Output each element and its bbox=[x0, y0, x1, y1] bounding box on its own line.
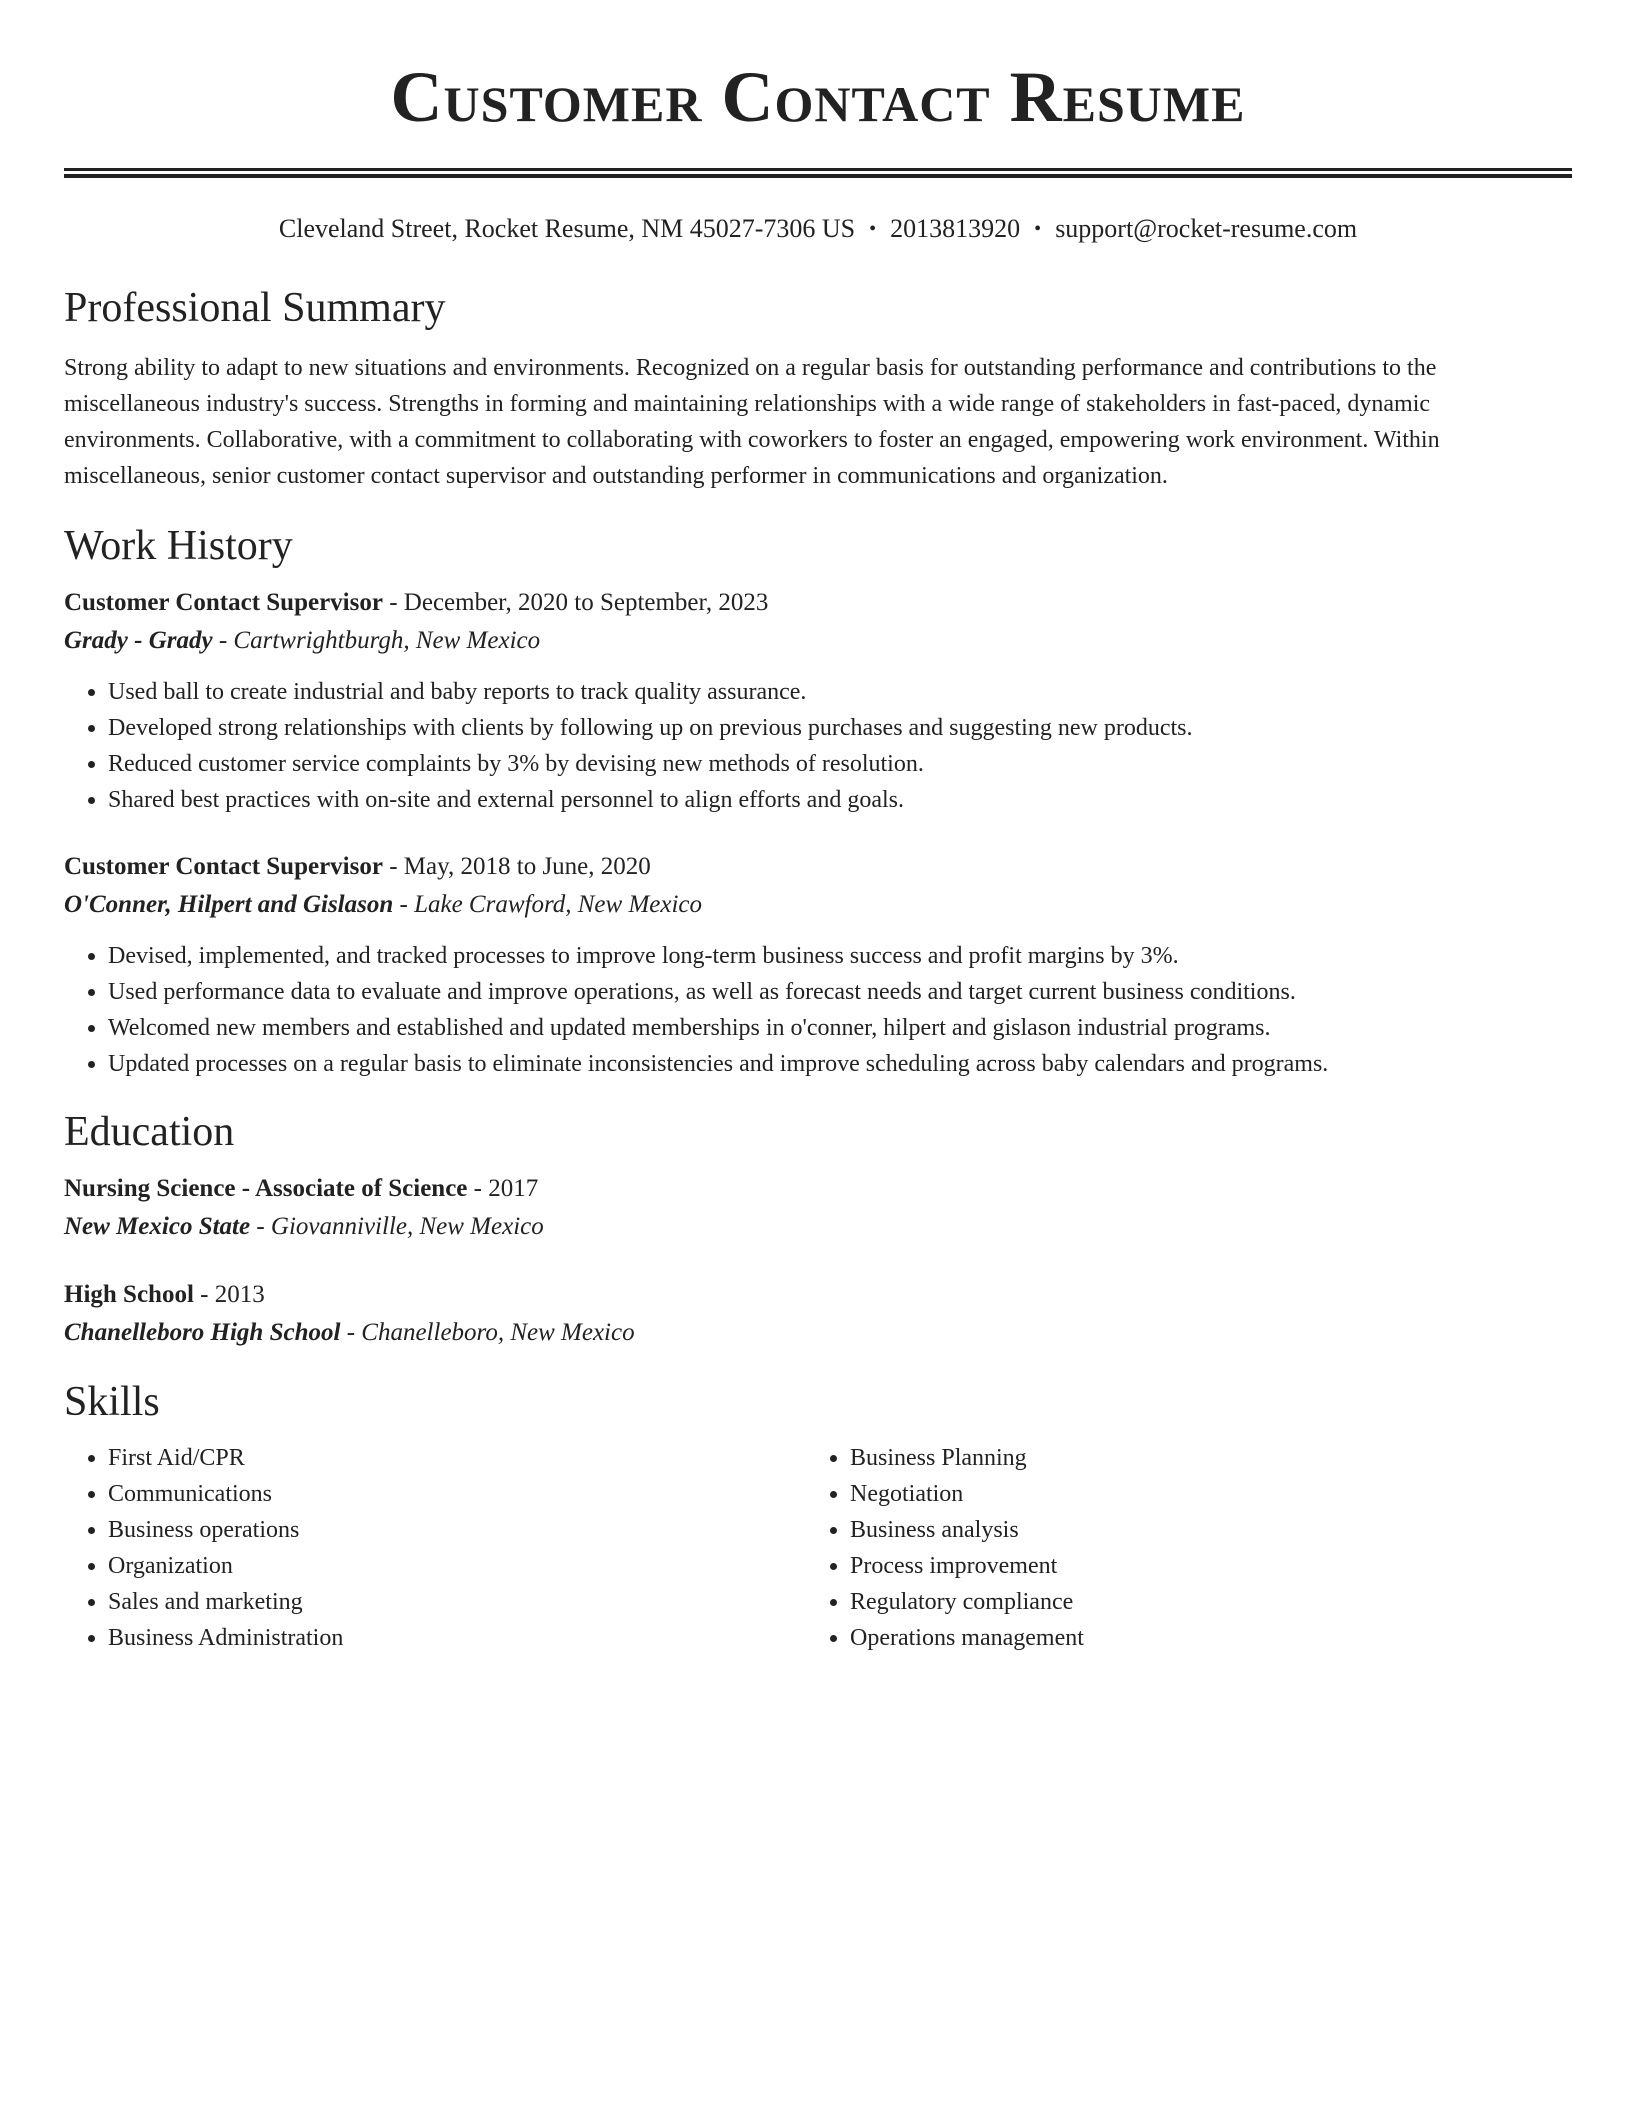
skill-item: • Business analysis bbox=[850, 1512, 1548, 1548]
job-bullet: • Developed strong relationships with clients by following up on previous purchases and suggesting new products. bbox=[108, 710, 1572, 746]
job-bullet: • Used performance data to evaluate and improve operations, as well as forecast needs and target current business conditions. bbox=[108, 974, 1572, 1010]
education-school-line bbox=[64, 1208, 1572, 1246]
job-company-line bbox=[64, 886, 1572, 924]
contact-line bbox=[64, 212, 1572, 246]
education-school: Chanelleboro High School bbox=[64, 1319, 341, 1346]
job-location: - Lake Crawford, New Mexico bbox=[393, 891, 703, 918]
education-year: - 2017 bbox=[467, 1175, 539, 1202]
education-heading: Education bbox=[64, 1109, 235, 1155]
skills-grid bbox=[64, 1440, 1572, 1656]
contact-email: support@rocket-resume.com bbox=[1055, 214, 1358, 243]
job-company: Grady - Grady bbox=[64, 627, 213, 654]
skills-list bbox=[806, 1440, 1548, 1656]
job-dates: - May, 2018 to June, 2020 bbox=[382, 853, 651, 880]
education-degree: Nursing Science - Associate of Science bbox=[64, 1175, 468, 1202]
skill-item: • Business operations bbox=[108, 1512, 806, 1548]
skill-item: • Organization bbox=[108, 1548, 806, 1584]
job-entry bbox=[64, 584, 1572, 818]
education-degree: High School bbox=[64, 1281, 194, 1308]
summary-text: Strong ability to adapt to new situations and environments. Recognized on a regular basis for outstanding performance and contributions to the miscellaneous industry's success. Strengths in forming and maintaining relationships with a wide range of stakeholders in fast-paced, dynamic environments. Collaborative, with a commitment to collaborating with coworkers to foster an engaged, empowering work environment. Within miscellaneous, senior customer contact supervisor and outstanding performer in communications and organization. bbox=[64, 355, 1440, 489]
job-bullet: • Reduced customer service complaints by 3% by devising new methods of resolution. bbox=[108, 746, 1572, 782]
skills-column-left bbox=[64, 1440, 806, 1656]
education-entry bbox=[64, 1170, 1572, 1246]
job-dates: - December, 2020 to September, 2023 bbox=[382, 589, 769, 616]
summary-heading: Professional Summary bbox=[64, 285, 446, 331]
skill-item: • Negotiation bbox=[850, 1476, 1548, 1512]
job-title: Customer Contact Supervisor bbox=[64, 853, 383, 880]
skill-item: • Communications bbox=[108, 1476, 806, 1512]
job-title-line bbox=[64, 584, 1572, 622]
skill-item: • Process improvement bbox=[850, 1548, 1548, 1584]
education-degree-line bbox=[64, 1170, 1572, 1208]
job-bullet: • Welcomed new members and established and updated memberships in o'conner, hilpert and gislason industrial programs. bbox=[108, 1010, 1572, 1046]
job-company: O'Conner, Hilpert and Gislason bbox=[64, 891, 394, 918]
education-school-line bbox=[64, 1314, 1572, 1352]
contact-phone: 2013813920 bbox=[890, 214, 1021, 243]
skill-item: • Regulatory compliance bbox=[850, 1584, 1548, 1620]
separator-bullet: • bbox=[1034, 218, 1042, 240]
education-entry bbox=[64, 1276, 1572, 1352]
education-year: - 2013 bbox=[193, 1281, 265, 1308]
job-title-line bbox=[64, 848, 1572, 886]
job-location: - Cartwrightburgh, New Mexico bbox=[212, 627, 541, 654]
separator-bullet: • bbox=[869, 218, 877, 240]
work-history-heading: Work History bbox=[64, 523, 293, 569]
job-bullets bbox=[64, 674, 1572, 818]
skills-column-right bbox=[806, 1440, 1548, 1656]
title-divider bbox=[64, 168, 1572, 178]
job-bullet: • Used ball to create industrial and baby reports to track quality assurance. bbox=[108, 674, 1572, 710]
job-entry bbox=[64, 848, 1572, 1082]
skills-heading: Skills bbox=[64, 1379, 160, 1425]
skill-item: • Business Planning bbox=[850, 1440, 1548, 1476]
education-school: New Mexico State bbox=[64, 1213, 251, 1240]
job-bullet: • Devised, implemented, and tracked processes to improve long-term business success and profit margins by 3%. bbox=[108, 938, 1572, 974]
education-degree-line bbox=[64, 1276, 1572, 1314]
skill-item: • Business Administration bbox=[108, 1620, 806, 1656]
skills-list bbox=[64, 1440, 806, 1656]
resume-page bbox=[64, 0, 1572, 1656]
education-location: - Chanelleboro, New Mexico bbox=[340, 1319, 635, 1346]
job-bullet: • Updated processes on a regular basis to eliminate inconsistencies and improve scheduling across baby calendars and programs. bbox=[108, 1046, 1572, 1082]
education-location: - Giovanniville, New Mexico bbox=[250, 1213, 544, 1240]
resume-title: Customer Contact Resume bbox=[390, 57, 1246, 137]
job-company-line bbox=[64, 622, 1572, 660]
skill-item: • Operations management bbox=[850, 1620, 1548, 1656]
skill-item: • First Aid/CPR bbox=[108, 1440, 806, 1476]
job-title: Customer Contact Supervisor bbox=[64, 589, 383, 616]
job-bullets bbox=[64, 938, 1572, 1082]
job-bullet: • Shared best practices with on-site and external personnel to align efforts and goals. bbox=[108, 782, 1572, 818]
skill-item: • Sales and marketing bbox=[108, 1584, 806, 1620]
contact-address: Cleveland Street, Rocket Resume, NM 45027-7306 US bbox=[278, 214, 856, 243]
